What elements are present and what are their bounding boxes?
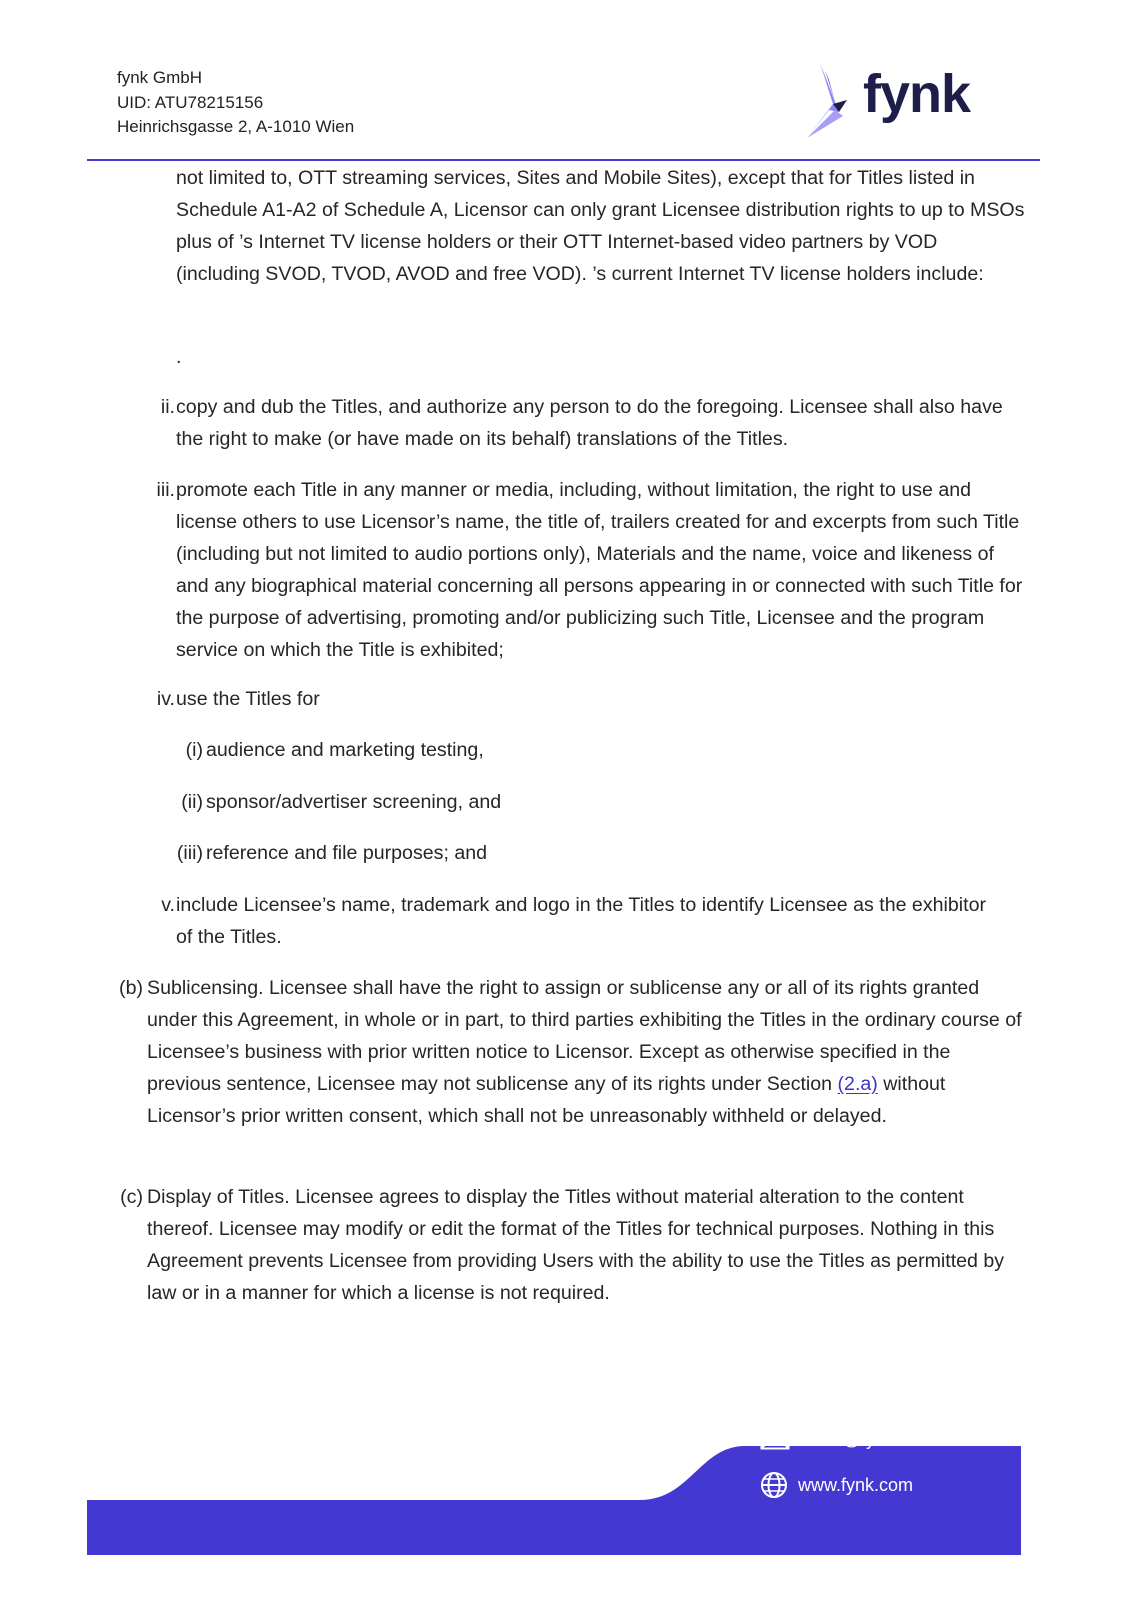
- item-iii-text: promote each Title in any manner or media, including, without limitation, the right to use and license others to use Licensor’s name, the title of, trailers created for and excerpts from such Title (including but not limited to audio portions only), Materials and the name, voice and likeness of and any biographical material concerning all persons appearing in or connected with such Title for the purpose of advertising, promoting and/or publicizing such Title, Licensee and the program service on which the Title is exhibited;: [176, 479, 1023, 661]
- sub-item-i-text: audience and marketing testing,: [206, 739, 484, 761]
- company-details: [117, 66, 354, 140]
- item-iv-marker: iv.: [156, 688, 175, 710]
- item-v-text: include Licensee’s name, trademark and logo in the Titles to identify Licensee as the exhibitor of the Titles.: [176, 894, 986, 948]
- footer-email[interactable]: [760, 1428, 933, 1450]
- sub-item-iii-marker: (iii): [176, 842, 203, 864]
- sub-item-ii-marker: (ii): [181, 791, 203, 813]
- company-name: fynk GmbH: [117, 68, 203, 87]
- list-placeholder-dot: .: [176, 346, 182, 368]
- bird-icon: [807, 63, 847, 138]
- item-iv-text: use the Titles for: [176, 688, 320, 710]
- section-c-text: Display of Titles. Licensee agrees to display the Titles without material alteration to the content thereof. Licensee may modify or edit the format of the Titles for technical purposes. Nothing in this Agreement prevents Licensee from providing Users with the ability to use the Titles as permitted by law or in a manner for which a license is not required.: [147, 1186, 1005, 1304]
- company-address: Heinrichsgasse 2, A-1010 Wien: [117, 117, 355, 136]
- section-c-marker: (c): [120, 1186, 143, 1208]
- footer-decoration: [0, 1446, 1131, 1561]
- section-b-marker: (b): [119, 977, 143, 999]
- section-b-text-end: without Licensor’s prior written consent, which shall not be unreasonably withheld or delayed.: [147, 1073, 946, 1127]
- globe-icon: [760, 1471, 788, 1499]
- sub-item-i-marker: (i): [185, 739, 203, 761]
- company-uid: UID: ATU78215156: [117, 92, 264, 112]
- envelope-icon: [760, 1428, 790, 1450]
- section-b-text: [147, 972, 1027, 1132]
- intro-paragraph: not limited to, OTT streaming services, Sites and Mobile Sites), except that for Titles listed in Schedule A1-A2 of Schedule A, Licensor can only grant Licensee distribution rights to up to MSOs plus of ’s Internet TV license holders or their OTT Internet-based video partners by VOD (including SVOD, TVOD, AVOD and free VOD). ’s current Internet TV license holders include:: [176, 167, 1025, 285]
- section-b-text-start: Sublicensing. Licensee shall have the right to assign or sublicense any or all of its rights granted under this Agreement, in whole or in part, to third parties exhibiting the Titles in the ordinary course of Licensee’s business with prior written notice to Licensor. Except as otherwise specified in the previous sentence, Licensee may not sublicense any of its rights under Section: [147, 977, 1022, 1095]
- sub-item-ii-text: sponsor/advertiser screening, and: [206, 791, 502, 813]
- item-v-marker: v.: [161, 894, 175, 916]
- email-address[interactable]: office@fynk.com: [800, 1428, 933, 1449]
- logo-text: fynk: [863, 64, 971, 124]
- item-ii-text: copy and dub the Titles, and authorize any person to do the foregoing. Licensee shall also have the right to make (or have made on its behalf) translations of the Titles.: [176, 396, 1003, 450]
- item-ii-marker: ii.: [160, 396, 175, 418]
- section-2a-link[interactable]: (2.a): [837, 1073, 878, 1095]
- fynk-logo: [805, 60, 1010, 145]
- website-url[interactable]: www.fynk.com: [798, 1474, 914, 1495]
- item-iii-marker: iii.: [156, 479, 175, 501]
- footer-website[interactable]: [760, 1471, 913, 1499]
- header-divider: [87, 159, 1040, 161]
- sub-item-iii-text: reference and file purposes; and: [206, 842, 488, 864]
